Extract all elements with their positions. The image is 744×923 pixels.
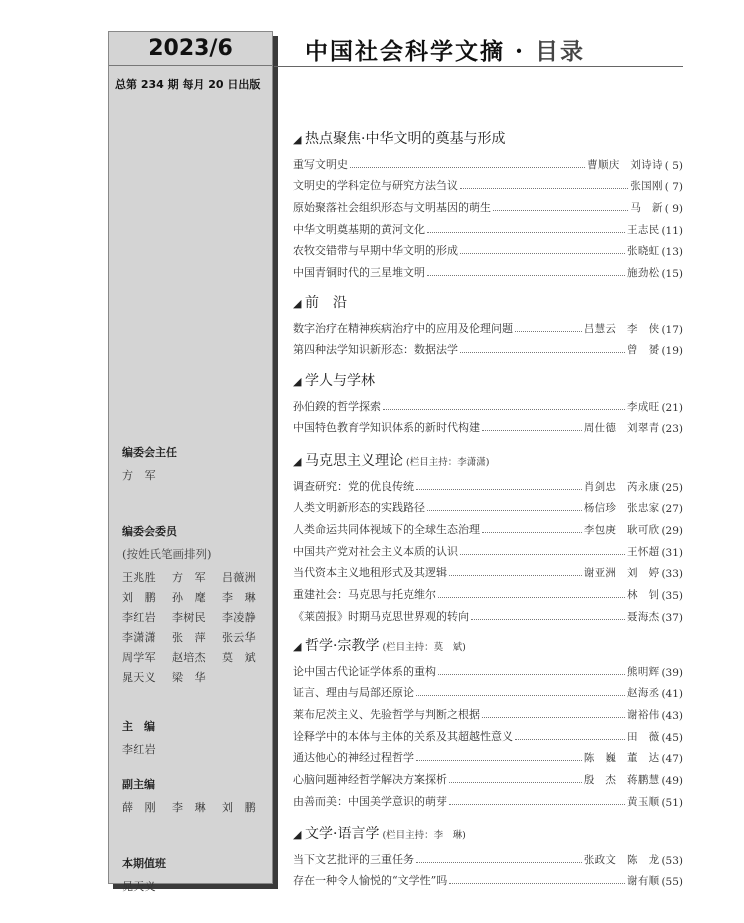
toc-entry[interactable] bbox=[293, 845, 683, 867]
editor-name: 周学军 bbox=[122, 651, 156, 664]
sidebar-group-title: 本期值班 bbox=[122, 857, 166, 870]
page-number: (15) bbox=[661, 268, 683, 281]
dot-leader bbox=[482, 430, 582, 431]
article-title: 孙伯鍨的哲学探索 bbox=[293, 399, 381, 413]
article-title: 文明史的学科定位与研究方法刍议 bbox=[293, 179, 458, 193]
sidebar-group-title: 主 编 bbox=[122, 720, 155, 733]
section-heading bbox=[293, 450, 683, 472]
article-authors: 周仕德 刘翠青 bbox=[583, 422, 660, 435]
article-title: 中国特色教育学知识体系的新时代构建 bbox=[293, 421, 480, 435]
page-number: (19) bbox=[661, 345, 683, 358]
toc-entry[interactable] bbox=[293, 392, 683, 414]
article-authors: 李成旺 bbox=[627, 400, 660, 413]
toc-entry[interactable] bbox=[293, 765, 683, 787]
toc-entry[interactable] bbox=[293, 580, 683, 602]
section-heading bbox=[293, 292, 683, 314]
sidebar bbox=[108, 31, 273, 893]
sidebar-group-title: 编委会委员 bbox=[122, 525, 177, 538]
toc-entry[interactable] bbox=[293, 722, 683, 744]
page-number: (55) bbox=[661, 876, 683, 889]
toc-entry[interactable] bbox=[293, 193, 683, 215]
dot-leader bbox=[493, 210, 628, 211]
dot-leader bbox=[427, 510, 582, 511]
article-title: 由善而美：中国美学意识的萌芽 bbox=[293, 794, 447, 808]
sidebar-name-row bbox=[122, 609, 272, 625]
article-authors: 黄玉顺 bbox=[627, 795, 660, 808]
toc-entry[interactable] bbox=[293, 237, 683, 259]
toc-entry[interactable] bbox=[293, 150, 683, 172]
editor-name: 吕薇洲 bbox=[222, 571, 256, 584]
dot-leader bbox=[427, 232, 625, 233]
section-title: 哲学·宗教学 bbox=[305, 638, 380, 654]
page-number: (31) bbox=[661, 546, 683, 559]
dot-leader bbox=[438, 597, 625, 598]
article-title: 中华文明奠基期的黄河文化 bbox=[293, 222, 425, 236]
dot-leader bbox=[460, 352, 625, 353]
article-title: 调查研究：党的优良传统 bbox=[293, 479, 414, 493]
section-heading bbox=[293, 128, 683, 150]
article-authors: 杨信珍 张忠家 bbox=[583, 502, 660, 515]
article-title: 当下文艺批评的三重任务 bbox=[293, 852, 414, 866]
article-title: 存在一种令人愉悦的“文学性”吗 bbox=[293, 874, 448, 888]
triangle-icon: ◢ bbox=[293, 455, 302, 468]
section-host: (栏目主持：李潇潇) bbox=[406, 457, 490, 468]
article-title: 心脑问题神经哲学解决方案探析 bbox=[293, 773, 447, 787]
sidebar-name-row bbox=[122, 669, 272, 685]
editor-name: 刘 鹏 bbox=[222, 801, 256, 814]
section-title: 马克思主义理论 bbox=[305, 453, 403, 469]
editor-name: 李潇潇 bbox=[122, 631, 156, 644]
dot-leader bbox=[482, 717, 625, 718]
sidebar-name-row bbox=[122, 629, 272, 645]
page-number: (29) bbox=[661, 525, 683, 538]
toc-entry[interactable] bbox=[293, 336, 683, 358]
editor-name: 方 军 bbox=[122, 469, 156, 482]
editor-name: 晁天义 bbox=[122, 880, 156, 893]
page-number: (47) bbox=[661, 753, 683, 766]
article-authors: 林 钊 bbox=[627, 589, 660, 602]
dot-leader bbox=[449, 883, 625, 884]
article-authors: 谢有顺 bbox=[627, 875, 660, 888]
toc-entry[interactable] bbox=[293, 679, 683, 701]
editor-name: 莫 斌 bbox=[222, 651, 256, 664]
article-authors: 赵海丞 bbox=[627, 687, 660, 700]
editor-name: 李树民 bbox=[172, 611, 206, 624]
page-number: (39) bbox=[661, 666, 683, 679]
dot-leader bbox=[449, 804, 625, 805]
toc-entry[interactable] bbox=[293, 215, 683, 237]
header-divider bbox=[274, 66, 683, 67]
article-authors: 肖剑忠 芮永康 bbox=[583, 480, 660, 493]
dot-leader bbox=[427, 275, 625, 276]
toc-section bbox=[293, 370, 683, 435]
article-title: 中国共产党对社会主义本质的认识 bbox=[293, 544, 458, 558]
triangle-icon: ◢ bbox=[293, 297, 302, 310]
section-host: (栏目主持：李 琳) bbox=[382, 830, 466, 841]
article-title: 当代资本主义地租形式及其逻辑 bbox=[293, 566, 447, 580]
article-authors: 聂海杰 bbox=[627, 610, 660, 623]
sidebar-name-row bbox=[122, 589, 272, 605]
sidebar-group bbox=[122, 523, 272, 689]
sidebar-name-row bbox=[122, 467, 177, 483]
editor-name: 李 琳 bbox=[172, 801, 206, 814]
section-title: 热点聚焦·中华文明的奠基与形成 bbox=[305, 131, 506, 147]
toc-entry[interactable] bbox=[293, 559, 683, 581]
page-number: (43) bbox=[661, 710, 683, 723]
article-title: 证言、理由与局部还原论 bbox=[293, 686, 414, 700]
page-number: (25) bbox=[661, 481, 683, 494]
toc-entry[interactable] bbox=[293, 314, 683, 336]
page-number: (17) bbox=[661, 323, 683, 336]
sidebar-group bbox=[122, 718, 172, 761]
article-title: 重写文明史 bbox=[293, 157, 348, 171]
page-number: (49) bbox=[661, 775, 683, 788]
article-title: 第四种法学知识新形态：数据法学 bbox=[293, 343, 458, 357]
article-authors: 张政文 陈 龙 bbox=[583, 853, 660, 866]
article-authors: 谢裕伟 bbox=[627, 709, 660, 722]
article-authors: 王志民 bbox=[627, 223, 660, 236]
page-number: (45) bbox=[661, 731, 683, 744]
section-title: 学人与学林 bbox=[305, 373, 375, 389]
dot-leader bbox=[449, 575, 582, 576]
page-number: (27) bbox=[661, 503, 683, 516]
dot-leader bbox=[350, 167, 585, 168]
page-number: ( 5) bbox=[664, 159, 683, 172]
article-authors: 马 新 bbox=[630, 202, 663, 215]
dot-leader bbox=[515, 739, 625, 740]
issue-year: 2023/6 bbox=[109, 32, 272, 66]
page-number: (11) bbox=[661, 224, 683, 237]
page-number: (13) bbox=[661, 246, 683, 259]
article-title: 原始聚落社会组织形态与文明基因的萌生 bbox=[293, 201, 491, 215]
triangle-icon: ◢ bbox=[293, 828, 302, 841]
toc-entry[interactable] bbox=[293, 867, 683, 889]
article-title: 重建社会：马克思与托克维尔 bbox=[293, 588, 436, 602]
article-authors: 陈 巍 董 达 bbox=[583, 752, 660, 765]
editor-name: 刘 鹏 bbox=[122, 591, 156, 604]
section-host: (栏目主持：莫 斌) bbox=[382, 642, 466, 653]
page-number: (33) bbox=[661, 568, 683, 581]
article-title: 人类文明新形态的实践路径 bbox=[293, 501, 425, 515]
toc-entry[interactable] bbox=[293, 172, 683, 194]
editor-name: 晁天义 bbox=[122, 671, 156, 684]
dot-leader bbox=[383, 409, 625, 410]
dot-leader bbox=[416, 862, 582, 863]
editor-name: 张 萍 bbox=[172, 631, 206, 644]
toc-section bbox=[293, 450, 683, 624]
editor-name: 梁 华 bbox=[172, 671, 206, 684]
toc-entry[interactable] bbox=[293, 537, 683, 559]
section-heading bbox=[293, 635, 683, 657]
toc-section bbox=[293, 823, 683, 888]
page-number: ( 7) bbox=[664, 181, 683, 194]
toc-entry[interactable] bbox=[293, 744, 683, 766]
editor-name: 李红岩 bbox=[122, 611, 156, 624]
page-number: (51) bbox=[661, 796, 683, 809]
article-title: 中国青铜时代的三星堆文明 bbox=[293, 266, 425, 280]
sidebar-group bbox=[122, 776, 272, 819]
article-title: 数字治疗在精神疾病治疗中的应用及伦理问题 bbox=[293, 321, 513, 335]
triangle-icon: ◢ bbox=[293, 133, 302, 146]
sidebar-group bbox=[122, 444, 177, 487]
article-authors: 熊明辉 bbox=[627, 665, 660, 678]
dot-leader bbox=[449, 782, 582, 783]
article-authors: 谢亚洲 刘 婷 bbox=[583, 567, 660, 580]
toc-section bbox=[293, 635, 683, 809]
editor-name: 李 琳 bbox=[222, 591, 256, 604]
toc-entry[interactable] bbox=[293, 494, 683, 516]
article-title: 诠释学中的本体与主体的关系及其超越性意义 bbox=[293, 729, 513, 743]
page-title bbox=[305, 33, 585, 66]
triangle-icon: ◢ bbox=[293, 375, 302, 388]
article-title: 《莱茵报》时期马克思世界观的转向 bbox=[293, 609, 469, 623]
page-number: ( 9) bbox=[664, 203, 683, 216]
editor-name: 李凌静 bbox=[222, 611, 256, 624]
page-number: (35) bbox=[661, 590, 683, 603]
triangle-icon: ◢ bbox=[293, 640, 302, 653]
page-number: (23) bbox=[661, 423, 683, 436]
dot-leader bbox=[416, 489, 582, 490]
article-authors: 殷 杰 蒋鹏慧 bbox=[583, 774, 660, 787]
page-number: (21) bbox=[661, 401, 683, 414]
article-authors: 王怀超 bbox=[627, 545, 660, 558]
toc-entry[interactable] bbox=[293, 657, 683, 679]
article-authors: 张晓虹 bbox=[627, 245, 660, 258]
toc-entry[interactable] bbox=[293, 515, 683, 537]
article-authors: 田 薇 bbox=[627, 730, 660, 743]
sidebar-name-row bbox=[122, 569, 272, 585]
toc-entry[interactable] bbox=[293, 700, 683, 722]
sidebar-group bbox=[122, 855, 172, 898]
article-authors: 李包庚 耿可欣 bbox=[583, 524, 660, 537]
dot-leader bbox=[460, 253, 625, 254]
page-number: (37) bbox=[661, 611, 683, 624]
dot-leader bbox=[416, 760, 582, 761]
toc-label: 目录 bbox=[535, 38, 586, 65]
section-heading bbox=[293, 370, 683, 392]
sidebar-name-row bbox=[122, 741, 172, 757]
dot-leader bbox=[438, 674, 625, 675]
article-title: 人类命运共同体视域下的全球生态治理 bbox=[293, 523, 480, 537]
toc-entry[interactable] bbox=[293, 258, 683, 280]
section-title: 前 沿 bbox=[305, 295, 347, 311]
dot-leader bbox=[416, 695, 625, 696]
article-title: 通达他心的神经过程哲学 bbox=[293, 751, 414, 765]
sidebar-name-row bbox=[122, 799, 272, 815]
article-authors: 张国刚 bbox=[630, 180, 663, 193]
sidebar-group-title: 编委会主任 bbox=[122, 446, 177, 459]
article-authors: 曾 赟 bbox=[627, 344, 660, 357]
sidebar-group-title: 副主编 bbox=[122, 778, 155, 791]
article-authors: 施劲松 bbox=[627, 267, 660, 280]
section-heading bbox=[293, 823, 683, 845]
article-authors: 曹顺庆 刘诗诗 bbox=[587, 158, 663, 171]
toc-section bbox=[293, 128, 683, 280]
section-title: 文学·语言学 bbox=[305, 826, 380, 842]
editor-name: 孙 麾 bbox=[172, 591, 206, 604]
page-number: (53) bbox=[661, 854, 683, 867]
dot-leader bbox=[515, 331, 582, 332]
editor-name: 王兆胜 bbox=[122, 571, 156, 584]
page-number: (41) bbox=[661, 688, 683, 701]
editor-name: 李红岩 bbox=[122, 743, 156, 756]
sidebar-name-row bbox=[122, 878, 172, 894]
dot-leader bbox=[460, 554, 625, 555]
editor-name: 薛 刚 bbox=[122, 801, 156, 814]
article-title: 农牧交错带与早期中华文明的形成 bbox=[293, 244, 458, 258]
toc-entry[interactable] bbox=[293, 787, 683, 809]
toc-section bbox=[293, 292, 683, 357]
journal-name: 中国社会科学文摘 · bbox=[305, 38, 536, 65]
dot-leader bbox=[460, 188, 628, 189]
editor-name: 方 军 bbox=[172, 571, 206, 584]
editor-name: 张云华 bbox=[222, 631, 256, 644]
dot-leader bbox=[471, 619, 625, 620]
article-title: 论中国古代论证学体系的重构 bbox=[293, 664, 436, 678]
article-title: 莱布尼茨主义、先验哲学与判断之根据 bbox=[293, 708, 480, 722]
editor-name: 赵培杰 bbox=[172, 651, 206, 664]
toc-entry[interactable] bbox=[293, 414, 683, 436]
dot-leader bbox=[482, 532, 582, 533]
issue-info: 总第 234 期 每月 20 日出版 bbox=[115, 78, 261, 91]
toc-entry[interactable] bbox=[293, 472, 683, 494]
article-authors: 吕慧云 李 侠 bbox=[583, 322, 660, 335]
toc-entry[interactable] bbox=[293, 602, 683, 624]
sidebar-name-row bbox=[122, 649, 272, 665]
sidebar-group-subtitle: (按姓氏笔画排列) bbox=[122, 547, 212, 561]
